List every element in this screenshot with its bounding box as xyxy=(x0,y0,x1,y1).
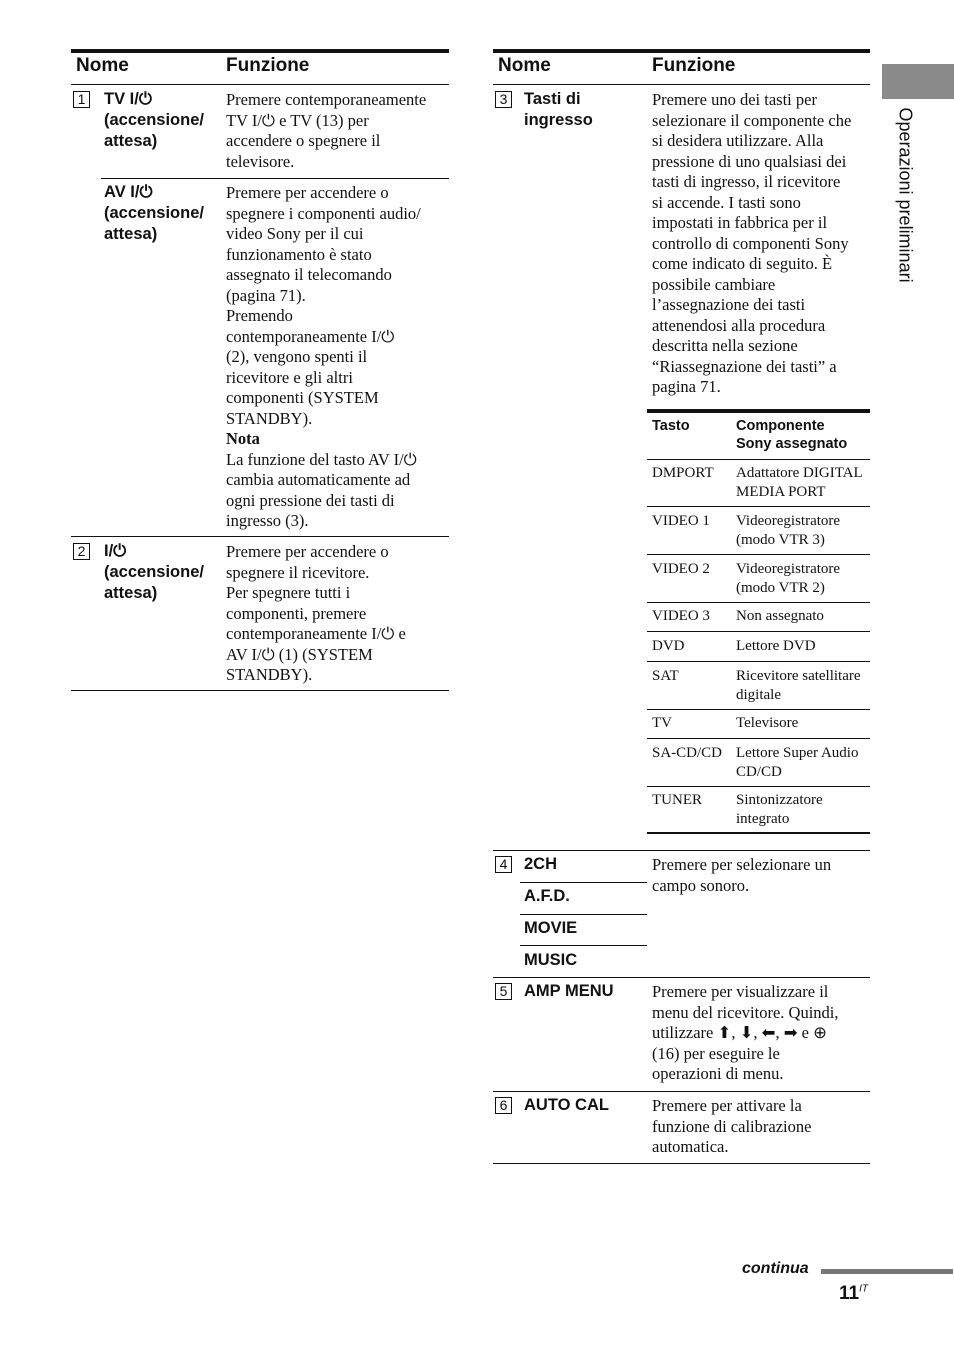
subtable-top-rule xyxy=(647,409,870,413)
subtable-row-key: SA-CD/CD xyxy=(652,745,723,761)
subtable-row-key: TUNER xyxy=(652,792,702,808)
subtable-row-key: TV xyxy=(652,715,672,731)
row-number-badge: 6 xyxy=(495,1097,512,1114)
row3-name: Tasti di ingresso xyxy=(524,90,593,129)
row1-function: Premere contemporaneamente TV I/⏻ e TV (13) per accendere o spegnere il televisore. xyxy=(226,90,427,171)
subtable-row-rule xyxy=(647,738,870,739)
row5-name: AMP MENU xyxy=(524,982,614,1000)
continua-bar xyxy=(821,1269,953,1274)
section-sidebar-text: Operazioni preliminari xyxy=(895,107,916,283)
row-av-divider xyxy=(71,536,449,537)
row1-name: TV I/⏻ (accensione/ attesa) xyxy=(104,90,204,150)
subtable-row-key: DMPORT xyxy=(652,465,714,481)
row-number-badge: 5 xyxy=(495,983,512,1000)
row4-sub-rule xyxy=(520,945,647,946)
row4-name-movie: MOVIE xyxy=(524,919,578,937)
subtable-row-component: Televisore xyxy=(736,715,799,731)
subtable-row-rule xyxy=(647,602,870,603)
row2-name: I/⏻ (accensione/ attesa) xyxy=(104,542,204,602)
right-header-name: Nome xyxy=(498,55,551,76)
row3-function: Premere uno dei tasti per selezionare il componente che si desidera utilizzare. Alla pressione di uno qualsiasi dei tasti di ingresso, il ricevitore si accende. I tasti sono impostati in fabbrica per il controllo di componenti Sony come indicato di seguito. È possibile cambiare l’assegnazione dei tasti attenendosi alla procedura descritta nella sezione “Riassegnazione dei tasti” a pagina 71. xyxy=(652,90,852,396)
row4-sub-rule xyxy=(520,914,647,915)
right-header-function: Funzione xyxy=(652,55,736,76)
left-header-name: Nome xyxy=(76,55,129,76)
row4-divider xyxy=(493,977,870,978)
subtable-row-component: Non assegnato xyxy=(736,608,824,624)
subtable-row-rule xyxy=(647,709,870,710)
row-av-function: Premere per accendere o spegnere i componenti audio/ video Sony per il cui funzionamento è stato assegnato il telecomando (pagina 71). Premendo contemporaneamente I/⏻ (2), vengono spenti il ricevitore e gli altri componenti (SYSTEM STANDBY). Nota La funzione del tasto AV I/⏻ cambia automaticamente ad ogni pressione dei tasti di ingresso (3). xyxy=(226,183,421,530)
subtable-header-key: Tasto xyxy=(652,418,690,434)
subtable-row-rule xyxy=(647,786,870,787)
right-header-rule xyxy=(493,84,870,85)
right-table-top-rule xyxy=(493,49,870,53)
left-table-bottom-rule xyxy=(71,690,449,691)
left-table-top-rule xyxy=(71,49,449,53)
subtable-bottom-rule xyxy=(647,832,870,834)
row4-function: Premere per selezionare un campo sonoro. xyxy=(652,855,832,895)
subtable-row-rule xyxy=(647,506,870,507)
row4-sub-rule xyxy=(520,882,647,883)
subtable-row-component: Adattatore DIGITAL MEDIA PORT xyxy=(736,465,863,500)
subtable-header-component: Componente Sony assegnato xyxy=(736,418,848,452)
subtable-row-key: VIDEO 1 xyxy=(652,513,710,529)
subtable-row-component: Videoregistratore (modo VTR 3) xyxy=(736,513,841,548)
continua-label: continua xyxy=(742,1260,809,1277)
page-number-suffix: IT xyxy=(859,1283,868,1295)
row2-function: Premere per accendere o spegnere il ricevitore. Per spegnere tutti i componenti, premere contemporaneamente I/⏻ e AV I/⏻ (1) (SYSTEM STANDBY). xyxy=(226,542,406,684)
subtable-row-component: Sintonizzatore integrato xyxy=(736,792,823,827)
subtable-row-rule xyxy=(647,554,870,555)
row-av-name: AV I/⏻ (accensione/ attesa) xyxy=(104,183,204,243)
row4-name-2ch: 2CH xyxy=(524,855,558,873)
subtable-row-component: Ricevitore satellitare digitale xyxy=(736,668,861,703)
subtable-row-key: VIDEO 2 xyxy=(652,561,710,577)
page-number xyxy=(839,1283,868,1305)
section-tab-marker xyxy=(882,64,954,99)
page-number-value: 11 xyxy=(839,1283,860,1304)
section-sidebar-label xyxy=(890,107,920,342)
right-table-bottom-rule xyxy=(493,1163,870,1164)
subtable-row-component: Lettore DVD xyxy=(736,638,816,654)
row5-function: Premere per visualizzare il menu del ricevitore. Quindi, utilizzare ⬆, ⬇, ⬅, ➡ e ⊕ (16) per eseguire le operazioni di menu. xyxy=(652,982,839,1083)
subtable-row-key: SAT xyxy=(652,668,679,684)
row-number-badge: 4 xyxy=(495,856,512,873)
row-number-badge: 1 xyxy=(73,91,90,108)
row3-divider xyxy=(493,850,870,851)
subtable-row-rule xyxy=(647,631,870,632)
subtable-row-key: VIDEO 3 xyxy=(652,608,710,624)
row-number-badge: 3 xyxy=(495,91,512,108)
subtable-header-rule xyxy=(647,459,870,460)
row4-name-music: MUSIC xyxy=(524,951,578,969)
left-header-function: Funzione xyxy=(226,55,310,76)
subtable-row-rule xyxy=(647,661,870,662)
left-header-rule xyxy=(71,84,449,85)
row5-divider xyxy=(493,1091,870,1092)
row6-function: Premere per attivare la funzione di calibrazione automatica. xyxy=(652,1096,812,1156)
row1-divider xyxy=(101,178,449,179)
row-number-badge: 2 xyxy=(73,543,90,560)
subtable-row-component: Videoregistratore (modo VTR 2) xyxy=(736,561,841,596)
row4-name-afd: A.F.D. xyxy=(524,887,570,905)
subtable-row-key: DVD xyxy=(652,638,685,654)
row6-name: AUTO CAL xyxy=(524,1096,609,1114)
subtable-row-component: Lettore Super Audio CD/CD xyxy=(736,745,859,780)
